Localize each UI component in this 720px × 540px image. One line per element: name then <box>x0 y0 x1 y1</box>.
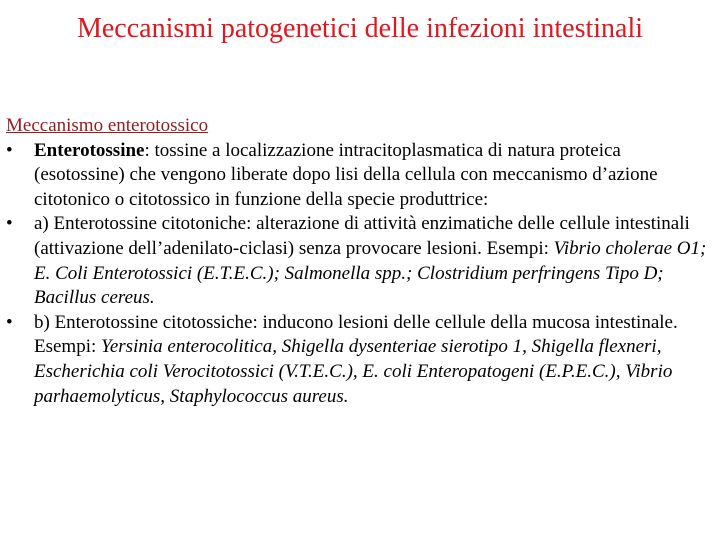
bullet-item-citotossiche <box>6 311 714 409</box>
slide-title: Meccanismi patogenetici delle infezioni intestinali <box>76 13 644 44</box>
bullet-item-enterotossine <box>6 139 714 213</box>
bullet-text: : tossine a localizzazione intracitoplasmatica di natura proteica (esotossine) che vengono liberate dopo lisi della cellula con meccanismo d’azione citotonico o citotossico in funzione della specie produttrice: <box>34 139 658 210</box>
section-heading: Meccanismo enterotossico <box>6 115 209 136</box>
bullet-examples: Vibrio cholerae O1; E. Coli Enterotossici (E.T.E.C.); Salmonella spp.; Clostridium perfringens Tipo D; Bacillus cereus. <box>34 237 707 309</box>
bullet-list <box>6 139 714 410</box>
bullet-item-citotoniche <box>6 212 714 310</box>
bullet-text: b) Enterotossine citotossiche: inducono lesioni delle cellule della mucosa intestinale. Esempi: <box>34 311 678 358</box>
bullet-icon: • <box>6 311 13 333</box>
bullet-icon: • <box>6 139 13 161</box>
bullet-icon: • <box>6 213 13 235</box>
bullet-lead-term: Enterotossine <box>34 139 145 161</box>
bullet-text: a) Enterotossine citotoniche: alterazione di attività enzimatiche delle cellule intestinali (attivazione dell’adenilato-ciclasi) senza provocare lesioni. Esempi: <box>34 213 690 259</box>
slide-content <box>6 114 714 409</box>
bullet-examples: Yersinia enterocolitica, Shigella dysenteriae sierotipo 1, Shigella flexneri, Escherichia coli Verocitotossici (V.T.E.C.), E. coli Enteropatogeni (E.P.E.C.), Vibrio parhaemolyticus, Staphylococcus aureus. <box>34 336 673 407</box>
